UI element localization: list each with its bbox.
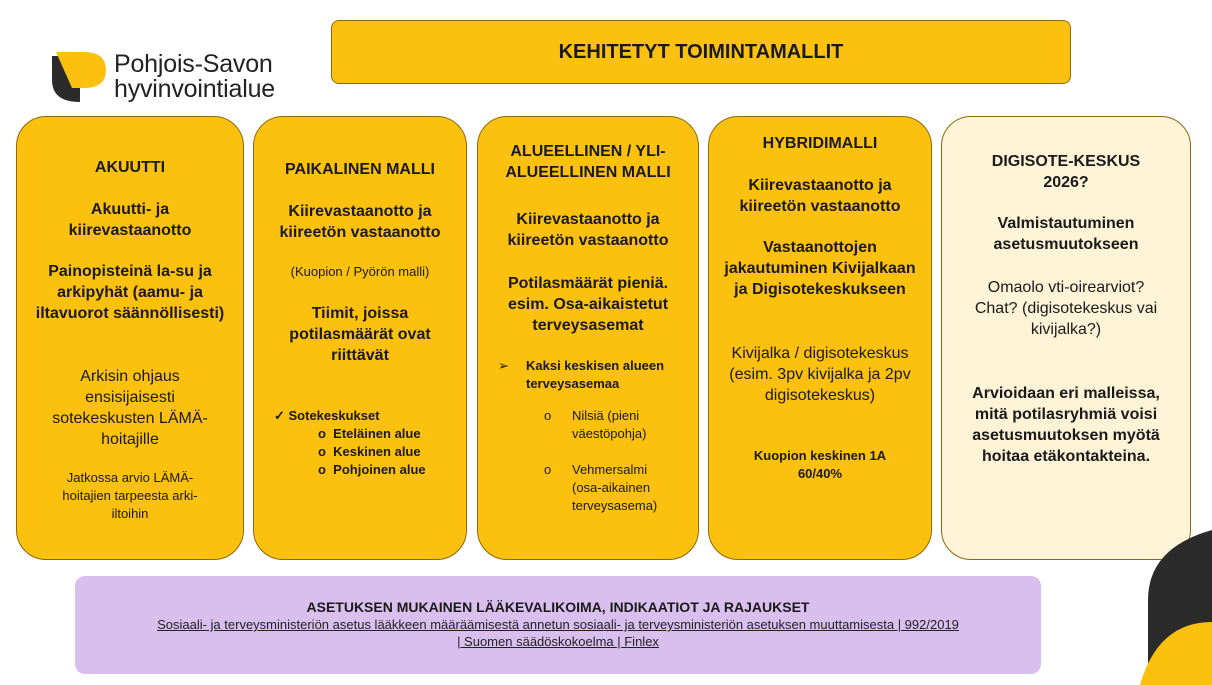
logo-mark-icon [50, 50, 108, 104]
paikallinen-p2: Tiimit, joissa potilasmäärät ovat riittävät [289, 305, 431, 364]
column-alueellinen [477, 116, 699, 560]
hybridi-p4: Kuopion keskinen 1A 60/40% [753, 448, 887, 481]
logo-line1: Pohjois-Savon [114, 50, 273, 78]
hybridi-p2: Vastaanottojen jakautuminen Kivijalkaan ja Digisotekeskukseen [724, 239, 916, 298]
bullet-icon: o [544, 462, 552, 477]
arrow-bullet-icon: ➢ [498, 358, 509, 373]
akuutti-p1: Akuutti- ja kiirevastaanotto [68, 201, 192, 239]
list-item-label: Keskinen alue [333, 444, 421, 459]
arrow-item-label: Kaksi keskisen alueen terveysasemaa [526, 358, 665, 391]
check-icon: ✓ [274, 408, 289, 423]
hybridi-p3: Kivijalka / digisotekeskus (esim. 3pv kivijalka ja 2pv digisotekeskus) [729, 345, 911, 404]
regulation-box [75, 576, 1041, 674]
hybridi-p1: Kiirevastaanotto ja kiireetön vastaanotto [739, 177, 901, 215]
checklist-label: Sotekeskukset [288, 408, 380, 423]
bullet-icon: o [318, 426, 334, 441]
list-item [544, 407, 668, 443]
finlex-link[interactable] [75, 616, 1041, 650]
list-item [318, 461, 466, 479]
bullet-icon: o [544, 408, 552, 423]
logo-text [114, 52, 275, 102]
list-item [544, 461, 668, 515]
akuutti-p4: Jatkossa arvio LÄMÄ-hoitajien tarpeesta arki-iltoihin [62, 470, 198, 521]
paikallinen-note: (Kuopion / Pyörön malli) [290, 264, 430, 279]
logo-line2: hyvinvointialue [114, 75, 275, 103]
alueellinen-list [498, 357, 668, 515]
checklist-item [274, 407, 466, 425]
paikallinen-heading: PAIKALINEN MALLI [285, 161, 435, 178]
digisote-heading: DIGISOTE-KESKUS 2026? [991, 153, 1141, 191]
akuutti-p2: Painopisteinä la-su ja arkipyhät (aamu- ja iltavuorot säännöllisesti) [35, 263, 225, 322]
digisote-p2: Omaolo vti-oirearviot? Chat? (digisotekeskus vai kivijalka?) [974, 279, 1158, 338]
paikallinen-p1: Kiirevastaanotto ja kiireetön vastaanotto [279, 203, 441, 241]
list-item-label: Vehmersalmi (osa-aikainen terveysasema) [572, 462, 658, 513]
list-item-label: Nilsiä (pieni väestöpohja) [572, 408, 647, 441]
digisote-p3: Arvioidaan eri malleissa, mitä potilasryhmiä voisi asetusmuutoksen myötä hoitaa etäkontakteina. [972, 385, 1160, 465]
arrow-item [498, 357, 668, 393]
corner-decoration-icon [1140, 530, 1212, 685]
bullet-icon: o [318, 444, 334, 459]
list-item-label: Pohjoinen alue [333, 462, 426, 477]
akuutti-heading: AKUUTTI [94, 159, 166, 176]
bullet-icon: o [318, 462, 334, 477]
hybridi-heading: HYBRIDIMALLI [762, 135, 878, 152]
list-item-label: Eteläinen alue [333, 426, 421, 441]
alueellinen-heading: ALUEELLINEN / YLI-ALUEELLINEN MALLI [505, 143, 671, 181]
alueellinen-p2: Potilasmäärät pieniä. esim. Osa-aikaistetut terveysasemat [507, 275, 669, 334]
page-title: KEHITETYT TOIMINTAMALLIT [331, 20, 1071, 84]
list-item [318, 443, 466, 461]
column-hybridi [708, 116, 932, 560]
regulation-title: ASETUKSEN MUKAINEN LÄÄKEVALIKOIMA, INDIKAATIOT JA RAJAUKSET [306, 599, 810, 615]
akuutti-p3: Arkisin ohjaus ensisijaisesti sotekeskusten LÄMÄ-hoitajille [52, 368, 208, 448]
paikallinen-checklist [274, 407, 466, 479]
column-akuutti [16, 116, 244, 560]
finlex-link-line1[interactable]: Sosiaali- ja terveysministeriön asetus lääkkeen määräämisestä annetun sosiaali- ja terveysministeriön asetuksen muuttamisesta | 992/2019 [157, 617, 959, 632]
column-paikallinen [253, 116, 467, 560]
finlex-link-line2[interactable]: | Suomen säädöskokoelma | Finlex [457, 634, 659, 649]
sotekeskus-list [318, 425, 466, 479]
column-digisote [941, 116, 1191, 560]
list-item [318, 425, 466, 443]
logo [50, 50, 310, 110]
alueellinen-p1: Kiirevastaanotto ja kiireetön vastaanotto [507, 211, 669, 249]
digisote-p1: Valmistautuminen asetusmuutokseen [993, 215, 1139, 253]
